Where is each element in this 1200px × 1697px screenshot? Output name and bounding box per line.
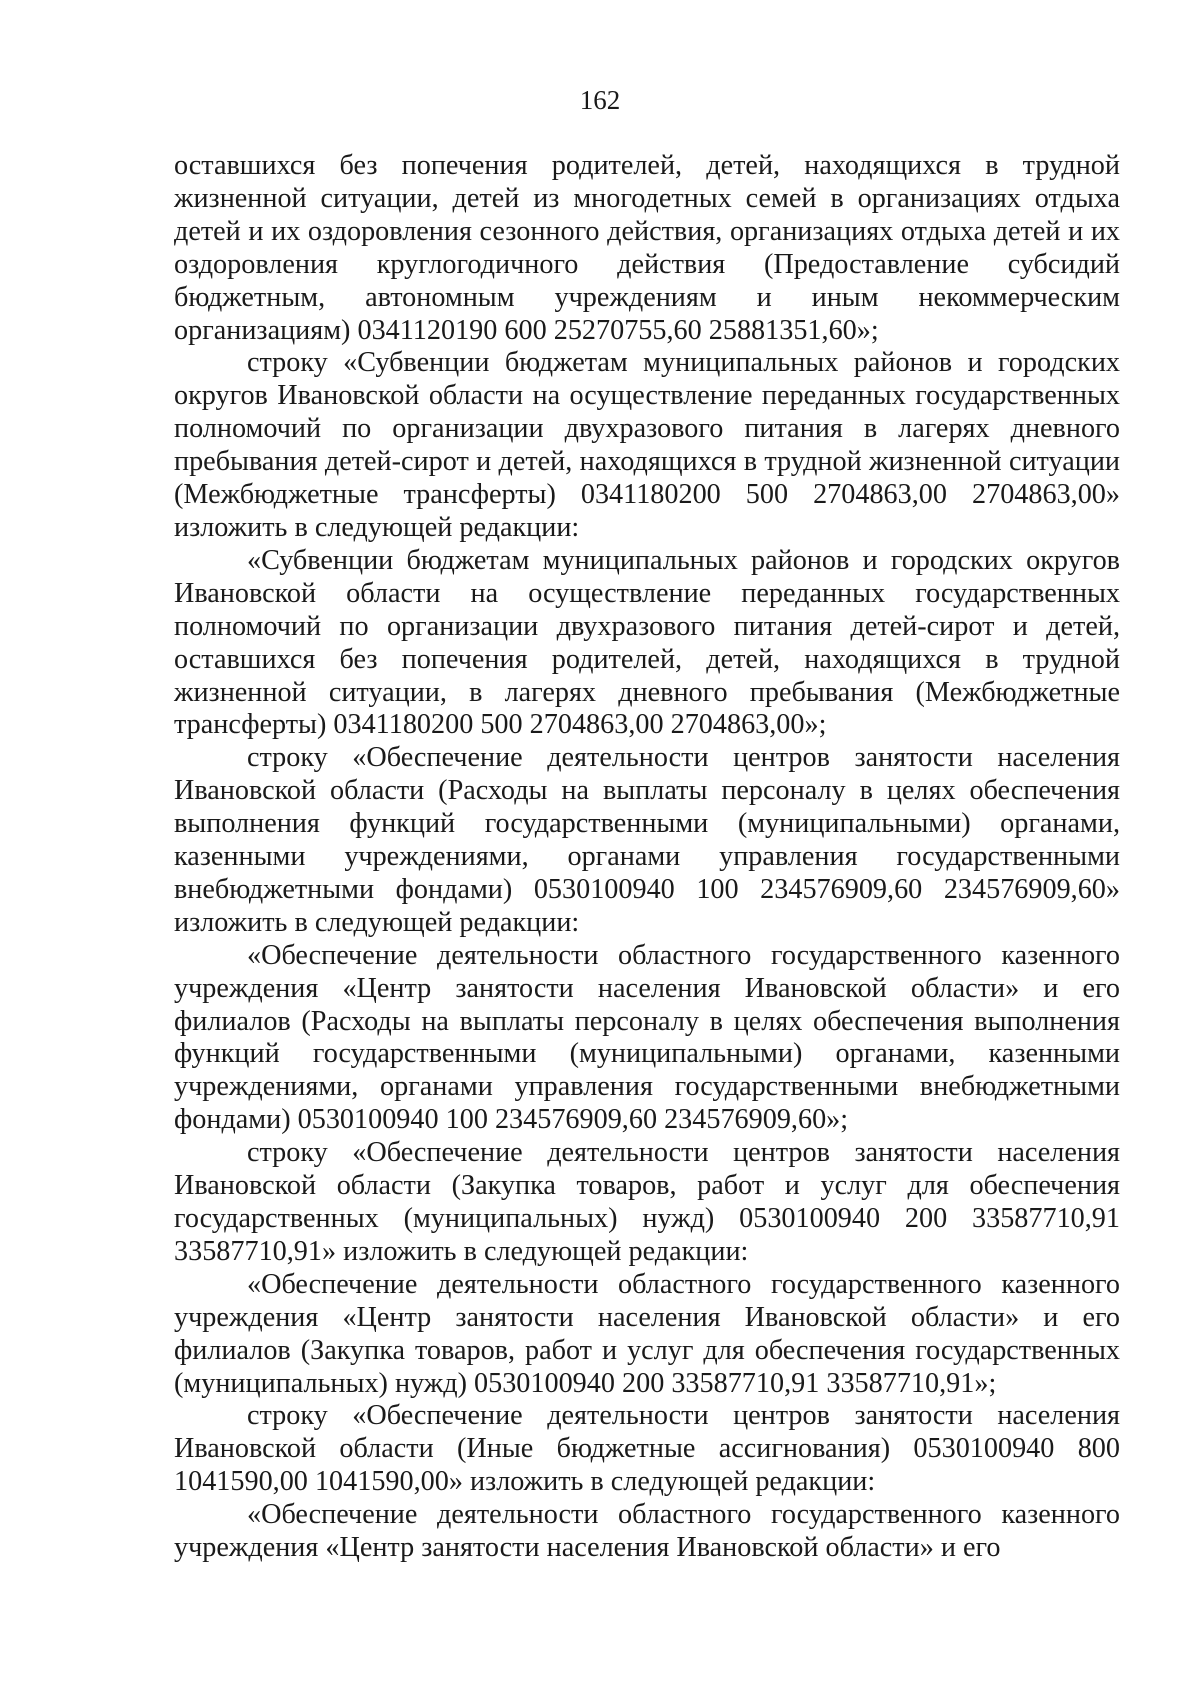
paragraph-2: строку «Субвенции бюджетам муниципальных районов и городских округов Ивановской области на осуществление переданных государственных полномочий по организации двухразового питания в лагерях дневного пребывания детей-сирот и детей, находящихся в трудной жизненной ситуации (Межбюджетные трансферты) 0341180200 500 2704863,00 2704863,00» изложить в следующей редакции: [174,347,1120,543]
paragraph-9: «Обеспечение деятельности областного государственного казенного учреждения «Центр занятости населения Ивановской области» и его [174,1499,1120,1564]
document-body [174,150,1120,1565]
page-number: 162 [579,85,621,115]
paragraph-3: «Субвенции бюджетам муниципальных районов и городских округов Ивановской области на осуществление переданных государственных полномочий по организации двухразового питания детей-сирот и детей, оставшихся без попечения родителей, детей, находящихся в трудной жизненной ситуации, в лагерях дневного пребывания (Межбюджетные трансферты) 0341180200 500 2704863,00 2704863,00»; [174,544,1120,741]
paragraph-6: строку «Обеспечение деятельности центров занятости населения Ивановской области (Закупка товаров, работ и услуг для обеспечения государственных (муниципальных) нужд) 0530100940 200 33587710,91 33587710,91» изложить в следующей редакции: [174,1137,1120,1267]
paragraph-8: строку «Обеспечение деятельности центров занятости населения Ивановской области (Иные бюджетные ассигнования) 0530100940 800 1041590,00 1041590,00» изложить в следующей редакции: [174,1400,1120,1498]
paragraph-4: строку «Обеспечение деятельности центров занятости населения Ивановской области (Расходы на выплаты персоналу в целях обеспечения выполнения функций государственными (муниципальными) органами, казенными учреждениями, органами управления государственными внебюджетными фондами) 0530100940 100 234576909,60 234576909,60» изложить в следующей редакции: [174,742,1120,938]
paragraph-1: оставшихся без попечения родителей, детей, находящихся в трудной жизненной ситуации, детей из многодетных семей в организациях отдыха детей и их оздоровления сезонного действия, организациях отдыха детей и их оздоровления круглогодичного действия (Предоставление субсидий бюджетным, автономным учреждениям и иным некоммерческим организациям) 0341120190 600 25270755,60 25881351,60»; [174,150,1120,346]
paragraph-5: «Обеспечение деятельности областного государственного казенного учреждения «Центр занятости населения Ивановской области» и его филиалов (Расходы на выплаты персоналу в целях обеспечения выполнения функций государственными (муниципальными) органами, казенными учреждениями, органами управления государственными внебюджетными фондами) 0530100940 100 234576909,60 234576909,60»; [174,939,1120,1136]
paragraph-7: «Обеспечение деятельности областного государственного казенного учреждения «Центр занятости населения Ивановской области» и его филиалов (Закупка товаров, работ и услуг для обеспечения государственных (муниципальных) нужд) 0530100940 200 33587710,91 33587710,91»; [174,1268,1120,1399]
